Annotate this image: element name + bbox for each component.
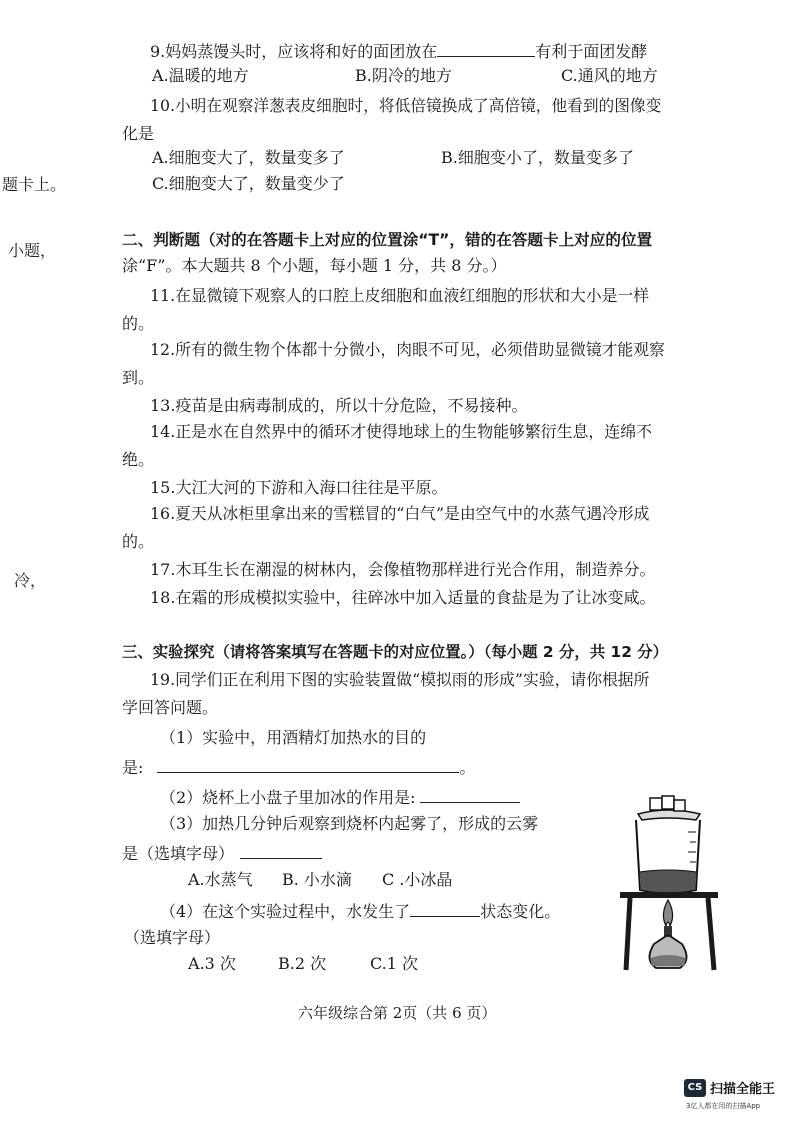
tripod-leg xyxy=(708,898,714,970)
q14-stem: 14.正是水在自然界中的循环才使得地球上的生物能够繁衍生息，连绵不 xyxy=(150,422,652,441)
tripod-top xyxy=(620,892,718,898)
q19-sub3: （3）加热几分钟后观察到烧杯内起雾了，形成的云雾 xyxy=(160,814,539,833)
q10-stem: 10.小明在观察洋葱表皮细胞时，将低倍镜换成了高倍镜，他看到的图像变 xyxy=(150,96,662,115)
q9-option-a: A.温暖的地方 xyxy=(152,66,249,85)
page-footer: 六年级综合第 2页（共 6 页） xyxy=(298,1004,497,1022)
q19-sub4-option-a: A.3 次 xyxy=(188,954,236,973)
q19-sub4-option-b: B.2 次 xyxy=(278,954,327,973)
q10-stem-cont: 化是 xyxy=(122,124,155,143)
q19-sub3-cont: 是（选填字母） xyxy=(122,842,322,864)
ice-cube xyxy=(674,800,685,811)
q14-stem-cont: 绝。 xyxy=(122,450,155,469)
tripod-leg xyxy=(626,898,630,970)
q19-sub3-option-c: C .小冰晶 xyxy=(382,870,453,889)
edge-fragment-1: 题卡上。 xyxy=(2,175,67,194)
q19-sub4: （4）在这个实验过程中，水发生了 状态变化。 xyxy=(160,902,561,921)
q12-stem: 12.所有的微生物个体都十分微小，肉眼不可见，必须借助显微镜才能观察 xyxy=(150,340,665,359)
q16-stem-cont: 的。 xyxy=(122,532,155,551)
q15-stem: 15.大江大河的下游和入海口往往是平原。 xyxy=(150,478,448,497)
q10-option-a: A.细胞变大了，数量变多了 xyxy=(152,148,345,167)
ice-cube xyxy=(650,798,662,810)
q19-sub3-option-a: A.水蒸气 xyxy=(188,870,253,889)
flame xyxy=(663,900,672,926)
lamp-wick-holder xyxy=(664,926,672,936)
q19-stem-cont: 学回答问题。 xyxy=(122,698,219,717)
scanner-logo: CS xyxy=(684,1079,706,1097)
q16-stem: 16.夏天从冰柜里拿出来的雪糕冒的“白气”是由空气中的水蒸气遇冷形成 xyxy=(150,504,650,523)
q19-sub2-blank xyxy=(420,786,520,803)
scanner-name: 扫描全能王 xyxy=(710,1082,776,1097)
q10-option-b: B.细胞变小了，数量变多了 xyxy=(441,148,634,167)
q19-sub1: （1）实验中，用酒精灯加热水的目的 xyxy=(160,728,427,747)
section3-title: 三、实验探究（请将答案填写在答题卡的对应位置。）（每小题 2 分，共 12 分） xyxy=(122,643,669,661)
water xyxy=(639,870,697,893)
q9-stem: 9.妈妈蒸馒头时，应该将和好的面团放在 有利于面团发酵 xyxy=(150,42,648,61)
scanner-watermark xyxy=(684,1078,775,1097)
q10-option-c: C.细胞变大了，数量变少了 xyxy=(152,174,345,193)
edge-fragment-3: 冷， xyxy=(14,571,47,590)
scanner-tagline: 3亿人都在用的扫描App xyxy=(686,1102,761,1110)
q11-stem-cont: 的。 xyxy=(122,314,155,333)
q9-option-b: B.阴冷的地方 xyxy=(355,66,452,85)
q19-sub3-option-b: B. 小水滴 xyxy=(282,870,352,889)
q19-sub4-blank xyxy=(410,900,480,917)
rain-experiment-apparatus xyxy=(604,792,732,972)
q19-sub2: （2）烧杯上小盘子里加冰的作用是: xyxy=(160,786,520,808)
q18-stem: 18.在霜的形成模拟实验中，往碎冰中加入适量的食盐是为了让冰变咸。 xyxy=(150,588,656,607)
alcohol-liquid xyxy=(650,955,686,966)
ice-cube xyxy=(662,796,674,809)
q19-sub1-blank xyxy=(157,756,459,773)
q13-stem: 13.疫苗是由病毒制成的，所以十分危险，不易接种。 xyxy=(150,396,528,415)
q19-sub4-option-c: C.1 次 xyxy=(370,954,419,973)
edge-fragment-2: 小题， xyxy=(8,241,57,260)
q17-stem: 17.木耳生长在潮湿的树林内，会像植物那样进行光合作用，制造养分。 xyxy=(150,560,656,579)
ice-plate xyxy=(638,810,700,820)
q11-stem: 11.在显微镜下观察人的口腔上皮细胞和血液红细胞的形状和大小是一样 xyxy=(150,286,650,305)
section2-title-cont: 涂“F”。本大题共 8 个小题，每小题 1 分，共 8 分。） xyxy=(122,256,507,275)
q9-option-c: C.通风的地方 xyxy=(561,66,658,85)
q19-stem: 19.同学们正在利用下图的实验装置做“模拟雨的形成”实验，请你根据所 xyxy=(150,670,650,689)
q19-sub4-note: （选填字母） xyxy=(124,928,221,947)
q12-stem-cont: 到。 xyxy=(122,368,155,387)
q19-sub3-blank xyxy=(240,842,322,859)
q9-answer-blank xyxy=(437,40,535,57)
q19-sub1-cont: 是: 。 xyxy=(122,758,476,777)
section2-title: 二、判断题（对的在答题卡上对应的位置涂“T”，错的在答题卡上对应的位置 xyxy=(122,231,653,249)
